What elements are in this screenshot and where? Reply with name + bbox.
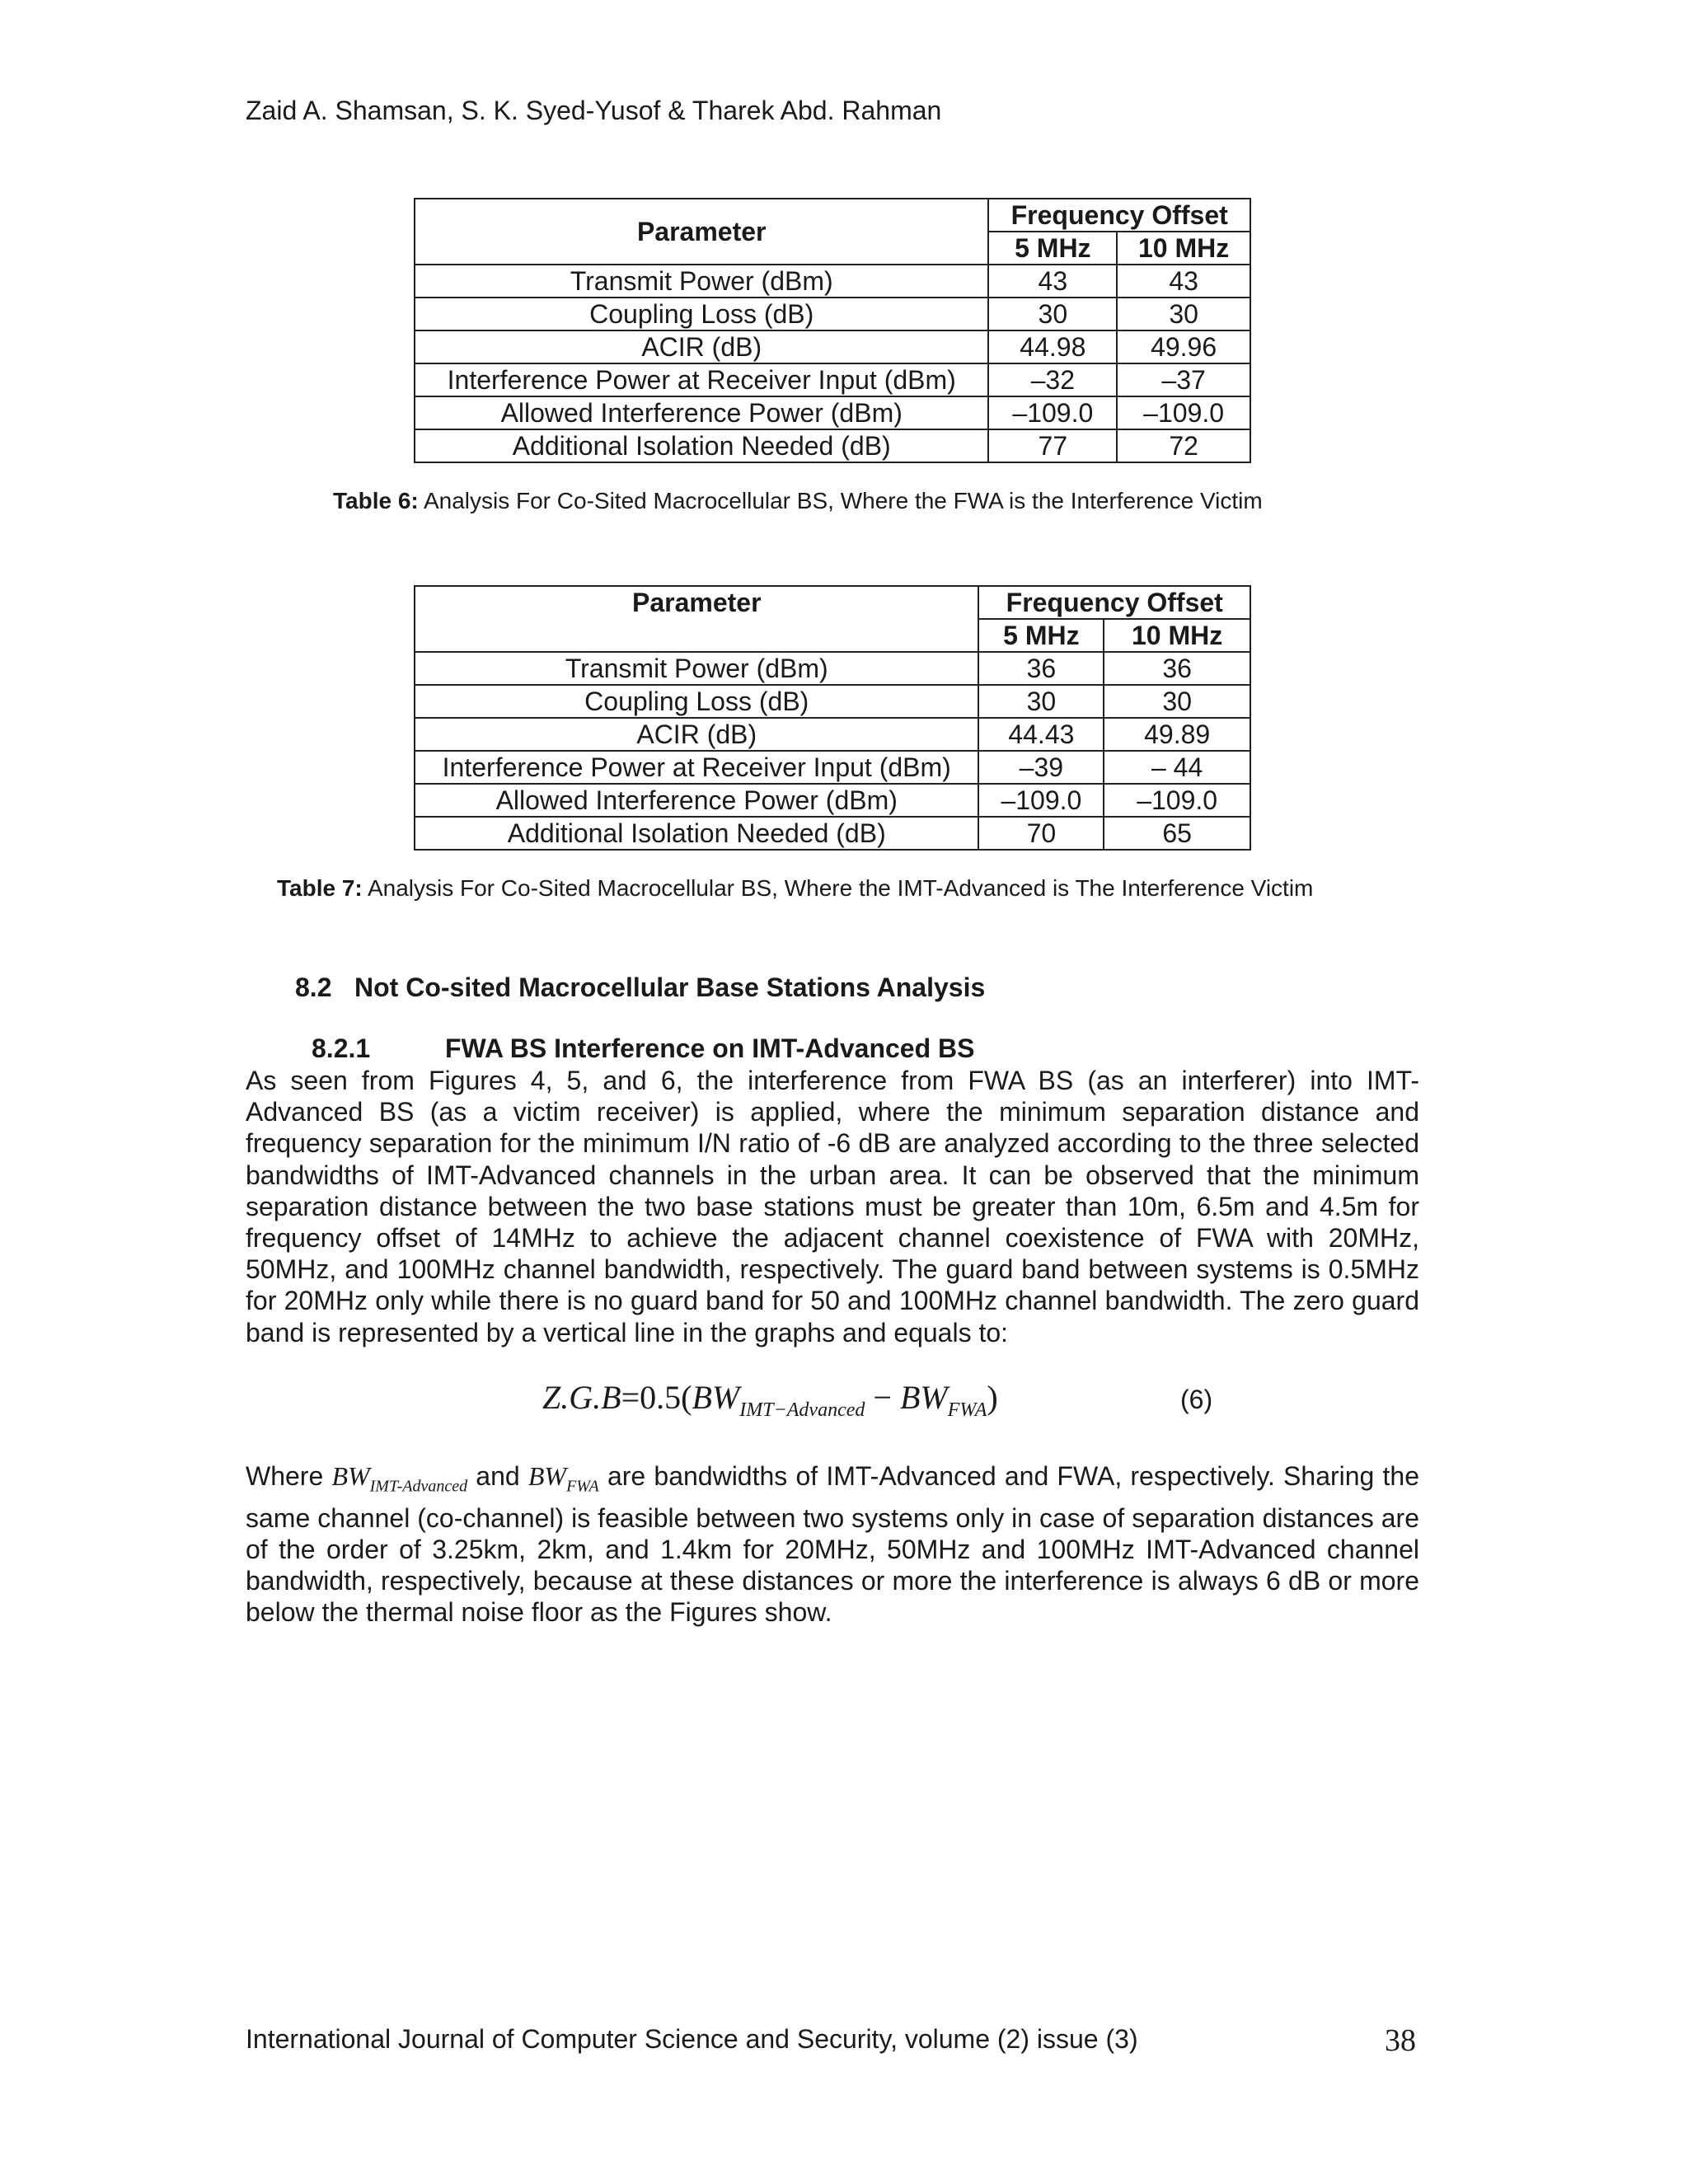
table-cell-5mhz: 36 <box>978 652 1104 685</box>
table-cell-5mhz: –109.0 <box>988 396 1117 429</box>
table-cell-10mhz: 49.89 <box>1104 718 1250 751</box>
section-title: Not Co-sited Macrocellular Base Stations Analysis <box>354 972 986 1002</box>
table-6-header-5mhz: 5 MHz <box>988 232 1117 265</box>
table-cell-10mhz: 30 <box>1104 685 1250 718</box>
table-row <box>415 718 1250 751</box>
table-cell-10mhz: 49.96 <box>1117 330 1250 363</box>
equation-coef: 0.5( <box>640 1379 692 1416</box>
section-number: 8.2.1 <box>312 1033 371 1063</box>
para2-rest: are bandwidths of IMT-Advanced and FWA, respectively. Sharing the same channel (co-channel) is feasible between two systems only in case of separation distances are of the order of 3.25km, 2km, and 1.4km for 20MHz, 50MHz and 100MHz IMT-Advanced channel bandwidth, respectively, because at these distances or more the interference is always 6 dB or more below the thermal noise floor as the Figures show. <box>246 1461 1420 1628</box>
table-6 <box>414 198 1251 463</box>
table-row <box>415 784 1250 817</box>
symbol-bw-fwa: $BW_{FWA}$ <box>528 1461 599 1496</box>
table-cell-10mhz: –109.0 <box>1104 784 1250 817</box>
equation-bw1: BW <box>692 1379 740 1416</box>
equation-bw2-sub: FWA <box>947 1399 987 1421</box>
table-cell-5mhz: 30 <box>978 685 1104 718</box>
table-cell-parameter: ACIR (dB) <box>415 718 978 751</box>
body-paragraph-1: As seen from Figures 4, 5, and 6, the interference from FWA BS (as an interferer) into IMT-Advanced BS (as a victim receiver) is applied, where the minimum separation distance and frequency separation for the minimum I/N ratio of -6 dB are analyzed according to the three selected bandwidths of IMT-Advanced channels in the urban area. It can be observed that the minimum separation distance between the two base stations must be greater than 10m, 6.5m and 4.5m for frequency offset of 14MHz to achieve the adjacent channel coexistence of FWA with 20MHz, 50MHz, and 100MHz channel bandwidth, respectively. The guard band between systems is 0.5MHz for 20MHz only while there is no guard band for 50 and 100MHz channel bandwidth. The zero guard band is represented by a vertical line in the graphs and equals to: <box>246 1066 1419 1347</box>
table-cell-5mhz: 77 <box>988 429 1117 462</box>
para2-and: and <box>476 1461 520 1491</box>
table-cell-5mhz: 70 <box>978 817 1104 850</box>
equation-bw1-sub: IMT−Advanced <box>739 1399 865 1421</box>
table-cell-parameter: Additional Isolation Needed (dB) <box>415 817 978 850</box>
table-6-caption <box>333 488 1263 514</box>
table-cell-5mhz: 44.43 <box>978 718 1104 751</box>
table-cell-5mhz: –109.0 <box>978 784 1104 817</box>
table-6-header-parameter: Parameter <box>415 199 988 265</box>
table-cell-parameter: Coupling Loss (dB) <box>415 685 978 718</box>
table-6-caption-label: Table 6: <box>333 488 419 513</box>
footer-journal: International Journal of Computer Science and Security, volume (2) issue (3) <box>246 2024 1138 2054</box>
table-row <box>415 265 1250 298</box>
table-cell-10mhz: 43 <box>1117 265 1250 298</box>
table-cell-parameter: Coupling Loss (dB) <box>415 298 988 330</box>
table-cell-10mhz: –109.0 <box>1117 396 1250 429</box>
table-cell-parameter: Interference Power at Receiver Input (dBm) <box>415 751 978 784</box>
table-6-header-frequency-offset: Frequency Offset <box>988 199 1250 232</box>
table-cell-parameter: Interference Power at Receiver Input (dBm) <box>415 363 988 396</box>
section-heading-8-2-1 <box>312 1033 974 1064</box>
table-cell-10mhz: 36 <box>1104 652 1250 685</box>
table-cell-10mhz: 65 <box>1104 817 1250 850</box>
table-row <box>415 429 1250 462</box>
table-cell-5mhz: –32 <box>988 363 1117 396</box>
symbol-bw-imt-advanced: $BW_{IMT-Advanced}$ <box>331 1461 468 1496</box>
table-7-header-parameter: Parameter <box>415 586 978 652</box>
table-row <box>415 751 1250 784</box>
table-row <box>415 396 1250 429</box>
equation-equals: = <box>621 1379 640 1416</box>
table-row <box>415 817 1250 850</box>
table-cell-10mhz: 30 <box>1117 298 1250 330</box>
table-cell-parameter: ACIR (dB) <box>415 330 988 363</box>
table-cell-10mhz: – 44 <box>1104 751 1250 784</box>
table-cell-parameter: Allowed Interference Power (dBm) <box>415 396 988 429</box>
table-row <box>415 685 1250 718</box>
table-7-header-frequency-offset: Frequency Offset <box>978 586 1250 619</box>
table-cell-parameter: Transmit Power (dBm) <box>415 265 988 298</box>
table-row <box>415 298 1250 330</box>
equation-minus: − <box>865 1379 900 1416</box>
page-header-authors: Zaid A. Shamsan, S. K. Syed-Yusof & Tharek Abd. Rahman <box>246 96 942 125</box>
table-row <box>415 330 1250 363</box>
table-row <box>415 652 1250 685</box>
table-6-header-10mhz: 10 MHz <box>1117 232 1250 265</box>
section-title: FWA BS Interference on IMT-Advanced BS <box>445 1033 975 1063</box>
equation-number: (6) <box>1180 1385 1213 1414</box>
section-heading-8-2 <box>295 972 985 1003</box>
table-cell-5mhz: 44.98 <box>988 330 1117 363</box>
table-cell-5mhz: –39 <box>978 751 1104 784</box>
table-7-caption-label: Table 7: <box>277 875 363 901</box>
table-7 <box>414 585 1251 851</box>
table-7-header-5mhz: 5 MHz <box>978 619 1104 652</box>
equation-lhs: Z.G.B <box>542 1379 621 1416</box>
table-cell-5mhz: 43 <box>988 265 1117 298</box>
table-cell-parameter: Additional Isolation Needed (dB) <box>415 429 988 462</box>
table-cell-parameter: Transmit Power (dBm) <box>415 652 978 685</box>
table-row <box>415 363 1250 396</box>
page-number: 38 <box>1385 2023 1416 2058</box>
para2-where: Where <box>246 1461 324 1491</box>
table-7-caption <box>277 875 1313 902</box>
table-cell-10mhz: –37 <box>1117 363 1250 396</box>
table-cell-parameter: Allowed Interference Power (dBm) <box>415 784 978 817</box>
equation-6 <box>542 1378 998 1422</box>
table-cell-10mhz: 72 <box>1117 429 1250 462</box>
equation-close: ) <box>987 1379 998 1416</box>
table-7-header-10mhz: 10 MHz <box>1104 619 1250 652</box>
table-7-caption-text: Analysis For Co-Sited Macrocellular BS, Where the IMT-Advanced is The Interference Victim <box>367 875 1314 901</box>
table-cell-5mhz: 30 <box>988 298 1117 330</box>
section-number: 8.2 <box>295 972 332 1002</box>
equation-bw2: BW <box>899 1379 948 1416</box>
table-6-caption-text: Analysis For Co-Sited Macrocellular BS, Where the FWA is the Interference Victim <box>423 488 1263 513</box>
body-paragraph-2 <box>246 1460 1419 1628</box>
